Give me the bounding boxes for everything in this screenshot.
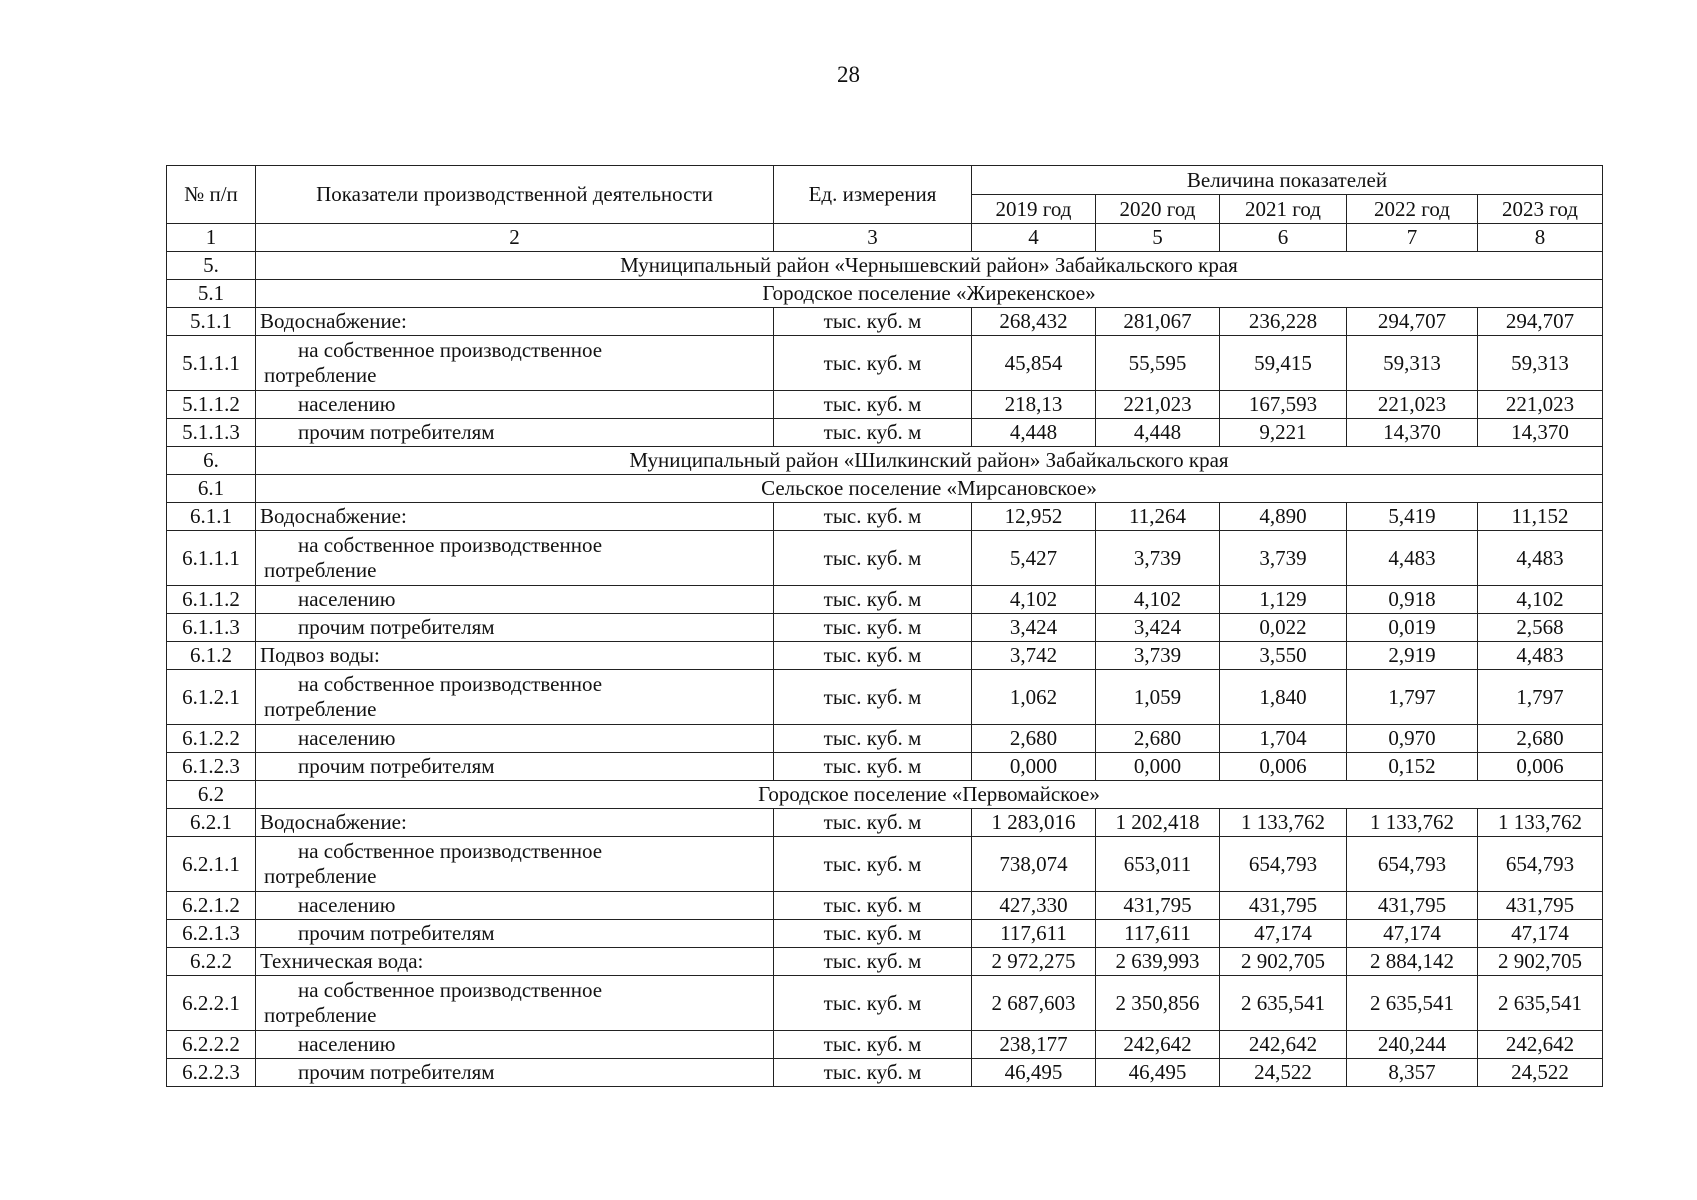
- row-number: 6.1.2.3: [167, 753, 256, 781]
- header-indicator: Показатели производственной деятельности: [256, 166, 774, 224]
- value-cell: 0,152: [1347, 753, 1478, 781]
- value-cell: 46,495: [1096, 1059, 1220, 1087]
- indicator-name-line: на собственное производственное: [298, 838, 603, 863]
- value-cell: 738,074: [972, 837, 1096, 892]
- row-number: 6.1.1: [167, 503, 256, 531]
- indicator-name: [256, 837, 774, 892]
- value-cell: 242,642: [1220, 1031, 1347, 1059]
- value-cell: 221,023: [1096, 391, 1220, 419]
- row-number: 6.1.2.2: [167, 725, 256, 753]
- row-number: 6.2.1.1: [167, 837, 256, 892]
- indicator-name-line: потребление: [264, 864, 377, 888]
- value-cell: 45,854: [972, 336, 1096, 391]
- indicator-name: прочим потребителям: [256, 753, 774, 781]
- row-number: 5.1.1: [167, 308, 256, 336]
- header-year: 2022 год: [1347, 195, 1478, 224]
- row-number: 6.2.2.3: [167, 1059, 256, 1087]
- value-cell: 0,000: [1096, 753, 1220, 781]
- table-row: [167, 503, 1603, 531]
- table-row: [167, 336, 1603, 391]
- row-number: 6.1.2: [167, 642, 256, 670]
- value-cell: 2,680: [972, 725, 1096, 753]
- unit: тыс. куб. м: [774, 419, 972, 447]
- row-number: 6.2.2.2: [167, 1031, 256, 1059]
- value-cell: 221,023: [1347, 391, 1478, 419]
- indicator-name: [256, 531, 774, 586]
- indicator-name-line: на собственное производственное: [298, 337, 603, 362]
- value-cell: 14,370: [1478, 419, 1603, 447]
- value-cell: 24,522: [1478, 1059, 1603, 1087]
- table-row: [167, 391, 1603, 419]
- value-cell: 59,415: [1220, 336, 1347, 391]
- value-cell: 3,424: [1096, 614, 1220, 642]
- section-row: [167, 781, 1603, 809]
- section-row: [167, 252, 1603, 280]
- value-cell: 0,918: [1347, 586, 1478, 614]
- unit: тыс. куб. м: [774, 391, 972, 419]
- unit: тыс. куб. м: [774, 308, 972, 336]
- value-cell: 2 635,541: [1220, 976, 1347, 1031]
- value-cell: 2 639,993: [1096, 948, 1220, 976]
- row-number: 6.2: [167, 781, 256, 809]
- unit: тыс. куб. м: [774, 642, 972, 670]
- value-cell: 2,919: [1347, 642, 1478, 670]
- section-row: [167, 475, 1603, 503]
- value-cell: 2 902,705: [1220, 948, 1347, 976]
- indicator-name-line: потребление: [264, 558, 377, 582]
- value-cell: 4,890: [1220, 503, 1347, 531]
- indicator-name: прочим потребителям: [256, 920, 774, 948]
- section-title: Городское поселение «Жирекенское»: [256, 280, 1603, 308]
- column-index-row: [167, 224, 1603, 252]
- row-number: 6.2.2: [167, 948, 256, 976]
- header-year: 2020 год: [1096, 195, 1220, 224]
- value-cell: 0,019: [1347, 614, 1478, 642]
- indicator-name: населению: [256, 391, 774, 419]
- table-row: [167, 920, 1603, 948]
- row-number: 5.1.1.2: [167, 391, 256, 419]
- row-number: 5.1: [167, 280, 256, 308]
- row-number: 6.1.1.3: [167, 614, 256, 642]
- table-row: [167, 976, 1603, 1031]
- value-cell: 0,022: [1220, 614, 1347, 642]
- column-index: 7: [1347, 224, 1478, 252]
- column-index: 8: [1478, 224, 1603, 252]
- value-cell: 431,795: [1220, 892, 1347, 920]
- indicator-name: прочим потребителям: [256, 614, 774, 642]
- table-row: [167, 837, 1603, 892]
- row-number: 5.: [167, 252, 256, 280]
- row-number: 6.2.1.3: [167, 920, 256, 948]
- value-cell: 1,797: [1478, 670, 1603, 725]
- table-row: [167, 614, 1603, 642]
- table-body: [167, 252, 1603, 1087]
- row-number: 6.2.2.1: [167, 976, 256, 1031]
- header-year: 2023 год: [1478, 195, 1603, 224]
- unit: тыс. куб. м: [774, 976, 972, 1031]
- value-cell: 294,707: [1478, 308, 1603, 336]
- row-number: 6.1.1.2: [167, 586, 256, 614]
- header-year: 2019 год: [972, 195, 1096, 224]
- value-cell: 4,483: [1478, 531, 1603, 586]
- table-row: [167, 586, 1603, 614]
- value-cell: 242,642: [1096, 1031, 1220, 1059]
- value-cell: 1 133,762: [1478, 809, 1603, 837]
- row-number: 6.1.2.1: [167, 670, 256, 725]
- value-cell: 431,795: [1478, 892, 1603, 920]
- unit: тыс. куб. м: [774, 753, 972, 781]
- value-cell: 0,970: [1347, 725, 1478, 753]
- value-cell: 3,742: [972, 642, 1096, 670]
- value-cell: 1,704: [1220, 725, 1347, 753]
- value-cell: 3,550: [1220, 642, 1347, 670]
- value-cell: 654,793: [1220, 837, 1347, 892]
- value-cell: 47,174: [1220, 920, 1347, 948]
- value-cell: 47,174: [1478, 920, 1603, 948]
- unit: тыс. куб. м: [774, 837, 972, 892]
- unit: тыс. куб. м: [774, 892, 972, 920]
- row-number: 6.2.1.2: [167, 892, 256, 920]
- row-number: 5.1.1.3: [167, 419, 256, 447]
- unit: тыс. куб. м: [774, 1059, 972, 1087]
- value-cell: 0,000: [972, 753, 1096, 781]
- indicator-name: населению: [256, 892, 774, 920]
- unit: тыс. куб. м: [774, 1031, 972, 1059]
- unit: тыс. куб. м: [774, 948, 972, 976]
- section-row: [167, 280, 1603, 308]
- column-index: 1: [167, 224, 256, 252]
- value-cell: 11,152: [1478, 503, 1603, 531]
- value-cell: 654,793: [1478, 837, 1603, 892]
- indicator-name: населению: [256, 586, 774, 614]
- section-title: Муниципальный район «Чернышевский район» Забайкальского края: [256, 252, 1603, 280]
- table-row: [167, 1059, 1603, 1087]
- value-cell: 2 687,603: [972, 976, 1096, 1031]
- header-unit: Ед. измерения: [774, 166, 972, 224]
- column-index: 2: [256, 224, 774, 252]
- indicator-name: Техническая вода:: [256, 948, 774, 976]
- value-cell: 268,432: [972, 308, 1096, 336]
- value-cell: 47,174: [1347, 920, 1478, 948]
- value-cell: 653,011: [1096, 837, 1220, 892]
- value-cell: 0,006: [1220, 753, 1347, 781]
- value-cell: 9,221: [1220, 419, 1347, 447]
- column-index: 5: [1096, 224, 1220, 252]
- section-title: Городское поселение «Первомайское»: [256, 781, 1603, 809]
- value-cell: 1 202,418: [1096, 809, 1220, 837]
- indicator-name: Водоснабжение:: [256, 308, 774, 336]
- section-row: [167, 447, 1603, 475]
- section-title: Сельское поселение «Мирсановское»: [256, 475, 1603, 503]
- unit: тыс. куб. м: [774, 531, 972, 586]
- value-cell: 2 972,275: [972, 948, 1096, 976]
- value-cell: 1 133,762: [1347, 809, 1478, 837]
- value-cell: 1,062: [972, 670, 1096, 725]
- unit: тыс. куб. м: [774, 670, 972, 725]
- row-number: 6.2.1: [167, 809, 256, 837]
- column-index: 3: [774, 224, 972, 252]
- unit: тыс. куб. м: [774, 809, 972, 837]
- unit: тыс. куб. м: [774, 920, 972, 948]
- value-cell: 46,495: [972, 1059, 1096, 1087]
- indicator-name: прочим потребителям: [256, 1059, 774, 1087]
- value-cell: 1 133,762: [1220, 809, 1347, 837]
- value-cell: 59,313: [1347, 336, 1478, 391]
- header-values-group: Величина показателей: [972, 166, 1603, 195]
- value-cell: 2 350,856: [1096, 976, 1220, 1031]
- indicator-name: [256, 976, 774, 1031]
- value-cell: 8,357: [1347, 1059, 1478, 1087]
- indicator-name: населению: [256, 1031, 774, 1059]
- value-cell: 4,448: [972, 419, 1096, 447]
- value-cell: 431,795: [1096, 892, 1220, 920]
- value-cell: 2 884,142: [1347, 948, 1478, 976]
- value-cell: 242,642: [1478, 1031, 1603, 1059]
- value-cell: 1,840: [1220, 670, 1347, 725]
- value-cell: 221,023: [1478, 391, 1603, 419]
- value-cell: 294,707: [1347, 308, 1478, 336]
- indicator-name-line: на собственное производственное: [298, 671, 603, 696]
- unit: тыс. куб. м: [774, 725, 972, 753]
- value-cell: 4,102: [972, 586, 1096, 614]
- indicator-name: прочим потребителям: [256, 419, 774, 447]
- value-cell: 4,483: [1347, 531, 1478, 586]
- unit: тыс. куб. м: [774, 614, 972, 642]
- indicator-name-line: потребление: [264, 1003, 377, 1027]
- row-number: 5.1.1.1: [167, 336, 256, 391]
- table-row: [167, 725, 1603, 753]
- value-cell: 12,952: [972, 503, 1096, 531]
- row-number: 6.1: [167, 475, 256, 503]
- indicator-name-line: потребление: [264, 363, 377, 387]
- row-number: 6.: [167, 447, 256, 475]
- value-cell: 2,680: [1478, 725, 1603, 753]
- column-index: 4: [972, 224, 1096, 252]
- value-cell: 4,102: [1096, 586, 1220, 614]
- unit: тыс. куб. м: [774, 503, 972, 531]
- header-year: 2021 год: [1220, 195, 1347, 224]
- indicator-name-line: на собственное производственное: [298, 977, 603, 1002]
- value-cell: 3,739: [1096, 642, 1220, 670]
- value-cell: 2,680: [1096, 725, 1220, 753]
- table-row: [167, 308, 1603, 336]
- value-cell: 654,793: [1347, 837, 1478, 892]
- value-cell: 2 902,705: [1478, 948, 1603, 976]
- indicators-table: [166, 165, 1603, 1087]
- unit: тыс. куб. м: [774, 336, 972, 391]
- indicator-name-line: потребление: [264, 697, 377, 721]
- value-cell: 431,795: [1347, 892, 1478, 920]
- value-cell: 5,427: [972, 531, 1096, 586]
- value-cell: 3,739: [1096, 531, 1220, 586]
- value-cell: 167,593: [1220, 391, 1347, 419]
- value-cell: 11,264: [1096, 503, 1220, 531]
- indicator-name: Водоснабжение:: [256, 809, 774, 837]
- section-title: Муниципальный район «Шилкинский район» Забайкальского края: [256, 447, 1603, 475]
- indicator-name: [256, 336, 774, 391]
- value-cell: 1,059: [1096, 670, 1220, 725]
- unit: тыс. куб. м: [774, 586, 972, 614]
- table-row: [167, 531, 1603, 586]
- value-cell: 427,330: [972, 892, 1096, 920]
- value-cell: 5,419: [1347, 503, 1478, 531]
- table-row: [167, 1031, 1603, 1059]
- table-row: [167, 892, 1603, 920]
- value-cell: 281,067: [1096, 308, 1220, 336]
- value-cell: 3,424: [972, 614, 1096, 642]
- value-cell: 2 635,541: [1478, 976, 1603, 1031]
- value-cell: 24,522: [1220, 1059, 1347, 1087]
- value-cell: 4,483: [1478, 642, 1603, 670]
- value-cell: 59,313: [1478, 336, 1603, 391]
- table-row: [167, 948, 1603, 976]
- table-row: [167, 670, 1603, 725]
- indicator-name: Водоснабжение:: [256, 503, 774, 531]
- value-cell: 14,370: [1347, 419, 1478, 447]
- value-cell: 4,102: [1478, 586, 1603, 614]
- value-cell: 4,448: [1096, 419, 1220, 447]
- page-number: 28: [837, 62, 860, 87]
- value-cell: 1,797: [1347, 670, 1478, 725]
- value-cell: 238,177: [972, 1031, 1096, 1059]
- table-row: [167, 809, 1603, 837]
- value-cell: 3,739: [1220, 531, 1347, 586]
- value-cell: 2 635,541: [1347, 976, 1478, 1031]
- value-cell: 0,006: [1478, 753, 1603, 781]
- table-row: [167, 642, 1603, 670]
- value-cell: 55,595: [1096, 336, 1220, 391]
- value-cell: 117,611: [972, 920, 1096, 948]
- table-row: [167, 419, 1603, 447]
- value-cell: 240,244: [1347, 1031, 1478, 1059]
- table-row: [167, 753, 1603, 781]
- row-number: 6.1.1.1: [167, 531, 256, 586]
- value-cell: 1,129: [1220, 586, 1347, 614]
- indicator-name: Подвоз воды:: [256, 642, 774, 670]
- value-cell: 117,611: [1096, 920, 1220, 948]
- header-num: № п/п: [167, 166, 256, 224]
- value-cell: 218,13: [972, 391, 1096, 419]
- indicator-name: населению: [256, 725, 774, 753]
- value-cell: 236,228: [1220, 308, 1347, 336]
- value-cell: 2,568: [1478, 614, 1603, 642]
- value-cell: 1 283,016: [972, 809, 1096, 837]
- indicator-name: [256, 670, 774, 725]
- column-index: 6: [1220, 224, 1347, 252]
- indicator-name-line: на собственное производственное: [298, 532, 603, 557]
